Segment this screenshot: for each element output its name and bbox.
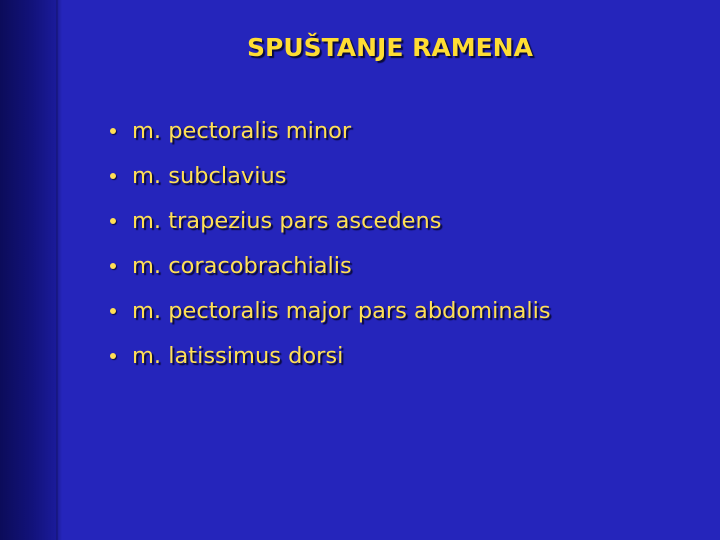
bullet-dot-icon xyxy=(110,173,116,179)
bullet-text: m. coracobrachialis xyxy=(132,253,352,279)
left-band-edge xyxy=(56,0,62,540)
bullet-text: m. trapezius pars ascedens xyxy=(132,208,442,234)
bullet-dot-icon xyxy=(110,308,116,314)
bullet-dot-icon xyxy=(110,353,116,359)
bullet-dot-icon xyxy=(110,218,116,224)
bullet-text: m. pectoralis minor xyxy=(132,118,352,144)
bullet-dot-icon xyxy=(110,263,116,269)
left-decorative-band xyxy=(0,0,58,540)
slide-title: SPUŠTANJE RAMENA xyxy=(247,33,533,62)
bullet-text: m. latissimus dorsi xyxy=(132,343,344,369)
bullet-text: m. pectoralis major pars abdominalis xyxy=(132,298,551,324)
bullet-dot-icon xyxy=(110,128,116,134)
bullet-text: m. subclavius xyxy=(132,163,287,189)
